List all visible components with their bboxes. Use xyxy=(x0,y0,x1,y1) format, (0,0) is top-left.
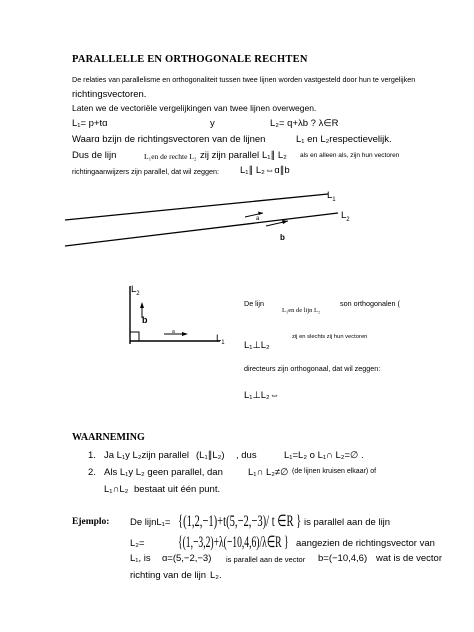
orth-symbol: L₁⊥L₂ xyxy=(244,340,270,351)
dus-text: Dus de lijn xyxy=(72,150,117,161)
item-2-intersection: L₁∩L₂ xyxy=(104,484,129,495)
ejemplo-vector-b: b=(−10,4,6) xyxy=(318,553,368,564)
page-title: PARALLELLE EN ORTHOGONALE RECHTEN xyxy=(72,54,308,65)
waar-text: Waarɑ bzijn de richtingsvectoren van de lijnen xyxy=(72,134,266,145)
ejemplo-line-d-text: richting van de lijn xyxy=(130,570,207,581)
item-1-number: 1. xyxy=(88,450,96,461)
intro-line-3: Laten we de vectoriële vergelijkingen van twee lijnen overwegen. xyxy=(72,103,317,113)
fig2-l2-label: $L_2$ xyxy=(131,284,140,297)
dus-condition: als en alleen als, zijn hun vectoren xyxy=(300,152,400,159)
ejemplo-line-a-label: De lijnL₁= xyxy=(130,517,171,528)
dus-symbol: L₁∥ L₂ xyxy=(262,150,287,161)
fig1-l2-label: $L_2$ xyxy=(341,210,350,223)
item-1-result: L₁=L₂ o L₁∩ L₂=∅ . xyxy=(284,450,364,461)
item-2-number: 2. xyxy=(88,467,96,478)
ejemplo-line-c-end: wat is de vector xyxy=(376,553,442,564)
line-l1 xyxy=(65,194,328,220)
ejemplo-line-b-set: {(1,−3,2)+λ(−10,4,6)/λ∈R } xyxy=(178,534,289,551)
item-1-symbol: (L₁∥L₂) xyxy=(196,450,225,461)
fig2-l1-label: $L_1$ xyxy=(216,333,225,346)
item-2-punt: bestaat uit één punt. xyxy=(134,484,221,495)
item-2-symbol: L₁∩ L₂≠∅ xyxy=(248,467,289,478)
orth-lines: L₁en de lijn L₂ xyxy=(282,307,321,314)
item-2-text: Als L₁y L₂ geen parallel, dan xyxy=(104,467,223,478)
item-1-dus: , dus xyxy=(236,450,257,461)
intro-line-1: De relaties van parallelisme en orthogonaliteit tussen twee lijnen worden vastgesteld door hun te vergelijken xyxy=(72,75,416,84)
ejemplo-line-a-set: {(1,2,−1)+t(5,−2,−3)/ t ∈R } xyxy=(178,513,302,530)
waar-text-lines: L₁ en L₂respectievelijk. xyxy=(296,134,392,145)
orth-directeurs: directeurs zijn orthogonaal, dat wil zeggen: xyxy=(244,364,381,373)
line-l2 xyxy=(65,213,338,246)
richting-text: richtingaanwijzers zijn parallel, dat wil zeggen: xyxy=(72,167,220,176)
intro-line-2: richtingsvectoren. xyxy=(72,89,147,100)
ejemplo-line-c-text: is parallel aan de vector xyxy=(226,555,306,564)
ejemplo-label: Ejemplo: xyxy=(72,517,110,527)
fig1-l1-label: $L_1$ xyxy=(327,190,336,203)
equation-l1: L₁= p+tɑ xyxy=(72,118,108,129)
ejemplo-line-b-label: L₂= xyxy=(130,538,145,549)
ejemplo-vector-a: ɑ=(5,−2,−3) xyxy=(162,553,212,564)
orth-condition: zij en slechts zij hun vectoren xyxy=(292,334,368,340)
fig1-vector-a: a xyxy=(256,216,260,222)
ejemplo-line-a-rest: is parallel aan de lijn xyxy=(304,517,391,528)
fig1-vector-b: b xyxy=(280,233,285,242)
fig2-vector-b: b xyxy=(142,315,148,325)
orth-formula: L₁⊥L₂⇔ xyxy=(244,390,280,401)
equation-connector: y xyxy=(210,118,215,129)
equation-l2: L₂= q+λb ? λ∈R xyxy=(270,118,339,129)
item-2-kruisen: (de lijnen kruisen elkaar) of xyxy=(292,468,377,475)
ejemplo-line-c-label: L₁, is xyxy=(130,553,151,564)
dus-parallel: zij zijn parallel xyxy=(200,150,260,161)
ejemplo-line-d-lijn: L₂. xyxy=(210,570,222,581)
dus-lines: L₁en de rechte L₂ xyxy=(144,152,197,161)
item-1-text: Ja L₁y L₂zijn parallel xyxy=(104,450,190,461)
richting-formula: L₁∥ L₂⇔ɑ∥b xyxy=(240,165,290,176)
orth-text-a: De lijn xyxy=(244,299,264,308)
ejemplo-line-b-rest: aangezien de richtingsvector van xyxy=(296,538,435,549)
fig2-vector-a: a xyxy=(172,329,175,335)
parallel-lines-figure xyxy=(60,180,360,260)
waarneming-heading: WAARNEMING xyxy=(72,432,145,443)
orth-text-c: son orthogonalen ( xyxy=(340,299,400,308)
